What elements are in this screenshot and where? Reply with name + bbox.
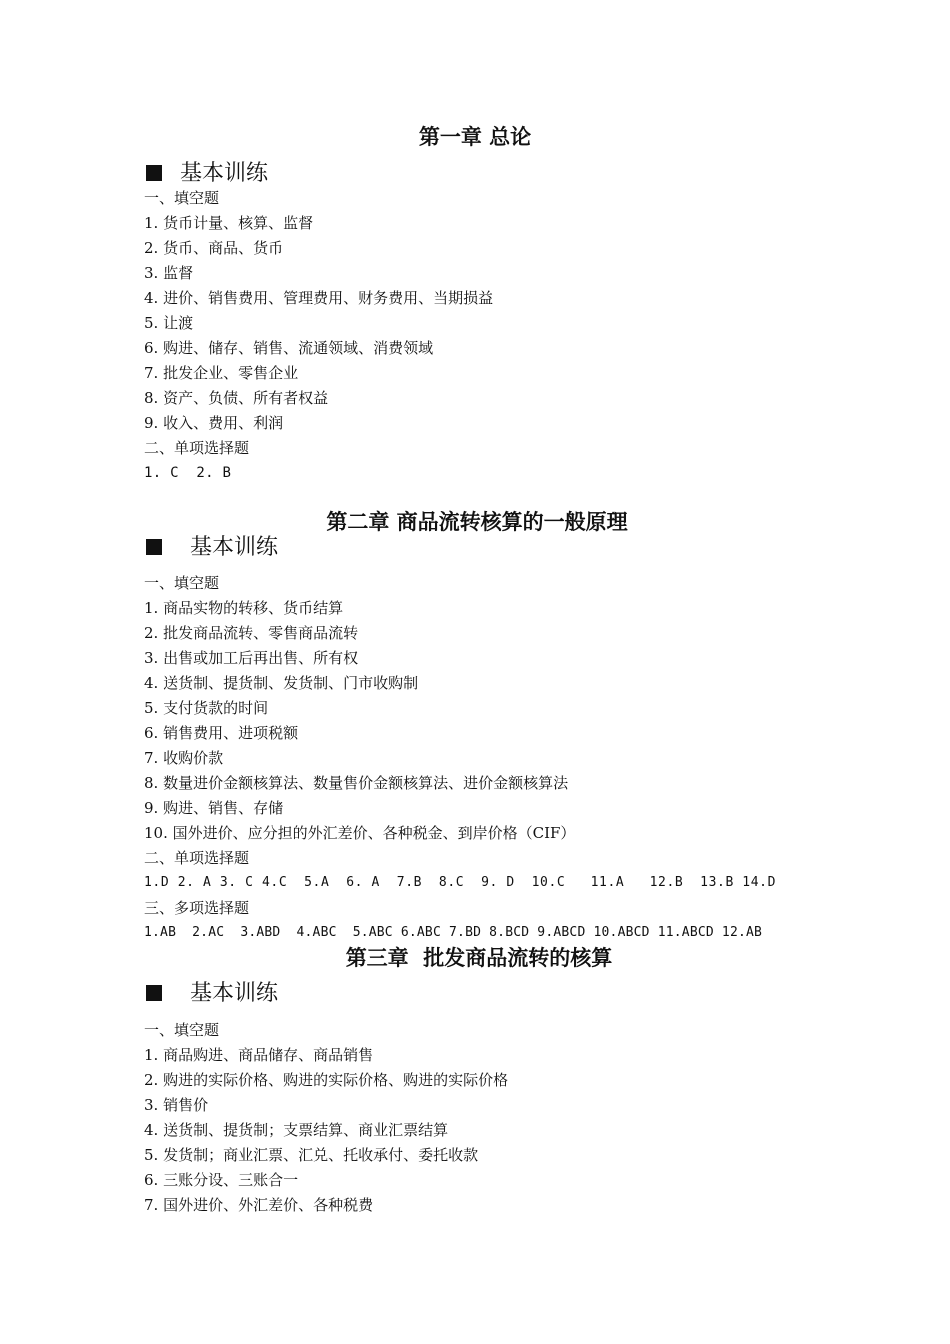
section-label: 基本训练 <box>190 535 279 560</box>
answer-line: 7. 批发企业、零售企业 <box>144 364 299 382</box>
answer-line: 6. 三账分设、三账合一 <box>144 1171 299 1189</box>
answer-line: 4. 送货制、提货制、发货制、门市收购制 <box>144 674 419 692</box>
black-square-icon <box>146 539 162 555</box>
answer-line: 1. 货币计量、核算、监督 <box>144 214 314 232</box>
answer-line: 4. 送货制、提货制；支票结算、商业汇票结算 <box>144 1121 449 1139</box>
answer-line: 二、单项选择题 <box>144 439 250 457</box>
answer-line: 5. 让渡 <box>144 314 194 332</box>
answer-line: 8. 资产、负债、所有者权益 <box>144 389 329 407</box>
answer-line: 3. 销售价 <box>144 1096 209 1114</box>
answer-line: 3. 出售或加工后再出售、所有权 <box>144 649 359 667</box>
answer-line: 8. 数量进价金额核算法、数量售价金额核算法、进价金额核算法 <box>144 774 569 792</box>
answer-line: 2. 批发商品流转、零售商品流转 <box>144 624 359 642</box>
chapter-2-section-heading <box>146 535 278 561</box>
answer-line: 5. 支付货款的时间 <box>144 699 269 717</box>
answer-line: 7. 国外进价、外汇差价、各种税费 <box>144 1196 374 1214</box>
answer-line: 6. 销售费用、进项税额 <box>144 724 299 742</box>
chapter-1-title: 第一章 总论 <box>418 125 532 149</box>
answer-line: 10. 国外进价、应分担的外汇差价、各种税金、到岸价格（CIF） <box>144 824 576 842</box>
chapter-2-title: 第二章 商品流转核算的一般原理 <box>326 510 628 534</box>
answer-line: 7. 收购价款 <box>144 749 224 767</box>
answer-line: 1.D 2. A 3. C 4.C 5.A 6. A 7.B 8.C 9. D 10.C 11.A 12.B 13.B 14.D <box>144 875 776 890</box>
black-square-icon <box>146 985 162 1001</box>
answer-line: 三、多项选择题 <box>144 899 250 917</box>
chapter-3-title: 第三章 批发商品流转的核算 <box>345 946 613 970</box>
answer-line: 5. 发货制；商业汇票、汇兑、托收承付、委托收款 <box>144 1146 479 1164</box>
answer-line: 一、填空题 <box>144 574 220 592</box>
answer-line: 1. 商品实物的转移、货币结算 <box>144 599 344 617</box>
answer-line: 2. 购进的实际价格、购进的实际价格、购进的实际价格 <box>144 1071 509 1089</box>
answer-line: 一、填空题 <box>144 1021 220 1039</box>
section-label: 基本训练 <box>190 981 279 1006</box>
answer-line: 二、单项选择题 <box>144 849 250 867</box>
answer-line: 9. 购进、销售、存储 <box>144 799 284 817</box>
answer-line: 4. 进价、销售费用、管理费用、财务费用、当期损益 <box>144 289 494 307</box>
answer-line: 9. 收入、费用、利润 <box>144 414 284 432</box>
answer-line: 1.AB 2.AC 3.ABD 4.ABC 5.ABC 6.ABC 7.BD 8.BCD 9.ABCD 10.ABCD 11.ABCD 12.AB <box>144 925 763 940</box>
answer-line: 1. 商品购进、商品储存、商品销售 <box>144 1046 374 1064</box>
answer-line: 2. 货币、商品、货币 <box>144 239 284 257</box>
answer-line: 一、填空题 <box>144 189 220 207</box>
chapter-3-section-heading <box>146 981 278 1007</box>
chapter-1-section-heading <box>146 161 268 187</box>
answer-line: 6. 购进、储存、销售、流通领域、消费领域 <box>144 339 434 357</box>
section-label: 基本训练 <box>180 161 269 186</box>
answer-line: 3. 监督 <box>144 264 194 282</box>
answer-line: 1. C 2. B <box>144 465 232 481</box>
black-square-icon <box>146 165 162 181</box>
